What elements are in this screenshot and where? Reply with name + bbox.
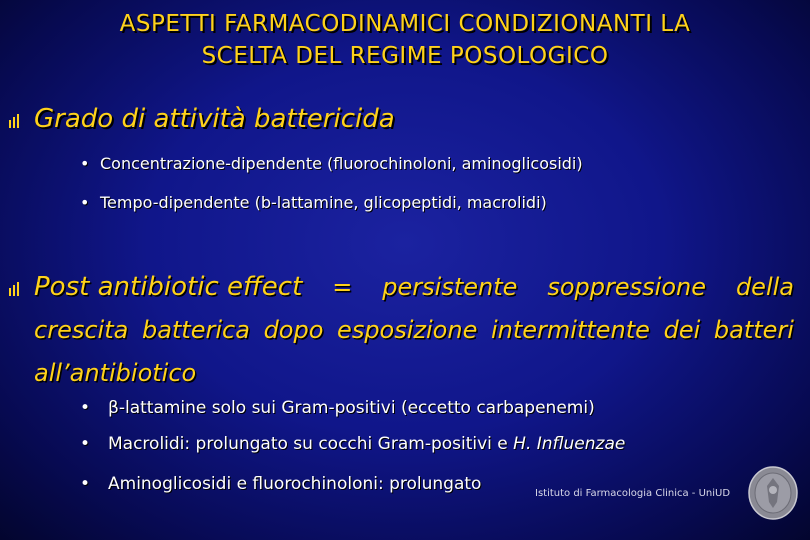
section-heading-bactericidal: Grado di attività battericida: [34, 104, 395, 134]
bullet-dot-icon: •: [80, 398, 91, 418]
pae-line-2: [34, 309, 794, 352]
list-item-text: Aminoglicosidi e fluorochinoloni: prolungato: [108, 474, 482, 494]
list-item-text: Macrolidi: prolungato su cocchi Gram-positivi e: [108, 434, 514, 454]
list-item: [80, 474, 481, 494]
slide-title-line1: ASPETTI FARMACODINAMICI CONDIZIONANTI LA: [119, 11, 691, 37]
institute-credit: Istituto di Farmacologia Clinica - UniUD: [535, 488, 731, 499]
list-item-italic-text: H. Influenzae: [513, 434, 626, 454]
list-item: [80, 398, 595, 418]
list-item: [80, 434, 625, 454]
list-item-text: β-lattamine solo sui Gram-positivi (eccetto carbapenemi): [108, 398, 595, 418]
list-item-text: Concentrazione-dipendente (fluorochinoloni, aminoglicosidi): [100, 154, 583, 173]
paragraph-word: intermittente: [490, 316, 650, 344]
pae-paragraph: [34, 266, 794, 395]
paragraph-word: soppressione: [547, 273, 706, 301]
pae-line-3: [34, 352, 794, 395]
paragraph-word: della: [735, 273, 794, 301]
paragraph-word: dei: [663, 316, 701, 344]
paragraph-word: esposizione: [337, 316, 478, 344]
bullet-icon: [8, 114, 20, 128]
pae-line-1: [34, 266, 794, 309]
list-item: [80, 154, 583, 173]
list-item-text: Tempo-dipendente (b-lattamine, glicopeptidi, macrolidi): [100, 193, 547, 212]
paragraph-word: batterica: [141, 316, 250, 344]
bullet-icon: [8, 282, 20, 296]
paragraph-word: crescita: [34, 316, 129, 344]
bullet-dot-icon: •: [80, 154, 90, 173]
paragraph-word: dopo: [263, 316, 324, 344]
university-seal-icon: [748, 466, 798, 520]
slide-title-line2: SCELTA DEL REGIME POSOLOGICO: [201, 43, 609, 69]
paragraph-word: all’antibiotico: [34, 359, 197, 387]
bullet-dot-icon: •: [80, 474, 91, 494]
list-item: [80, 193, 547, 212]
paragraph-word: persistente: [382, 273, 518, 301]
slide-title: [0, 8, 810, 72]
paragraph-word: batteri: [713, 316, 794, 344]
section-heading-pae: Post antibiotic effect: [34, 272, 303, 302]
bullet-dot-icon: •: [80, 193, 90, 212]
bullet-dot-icon: •: [80, 434, 91, 454]
equals-sign: =: [332, 273, 353, 301]
